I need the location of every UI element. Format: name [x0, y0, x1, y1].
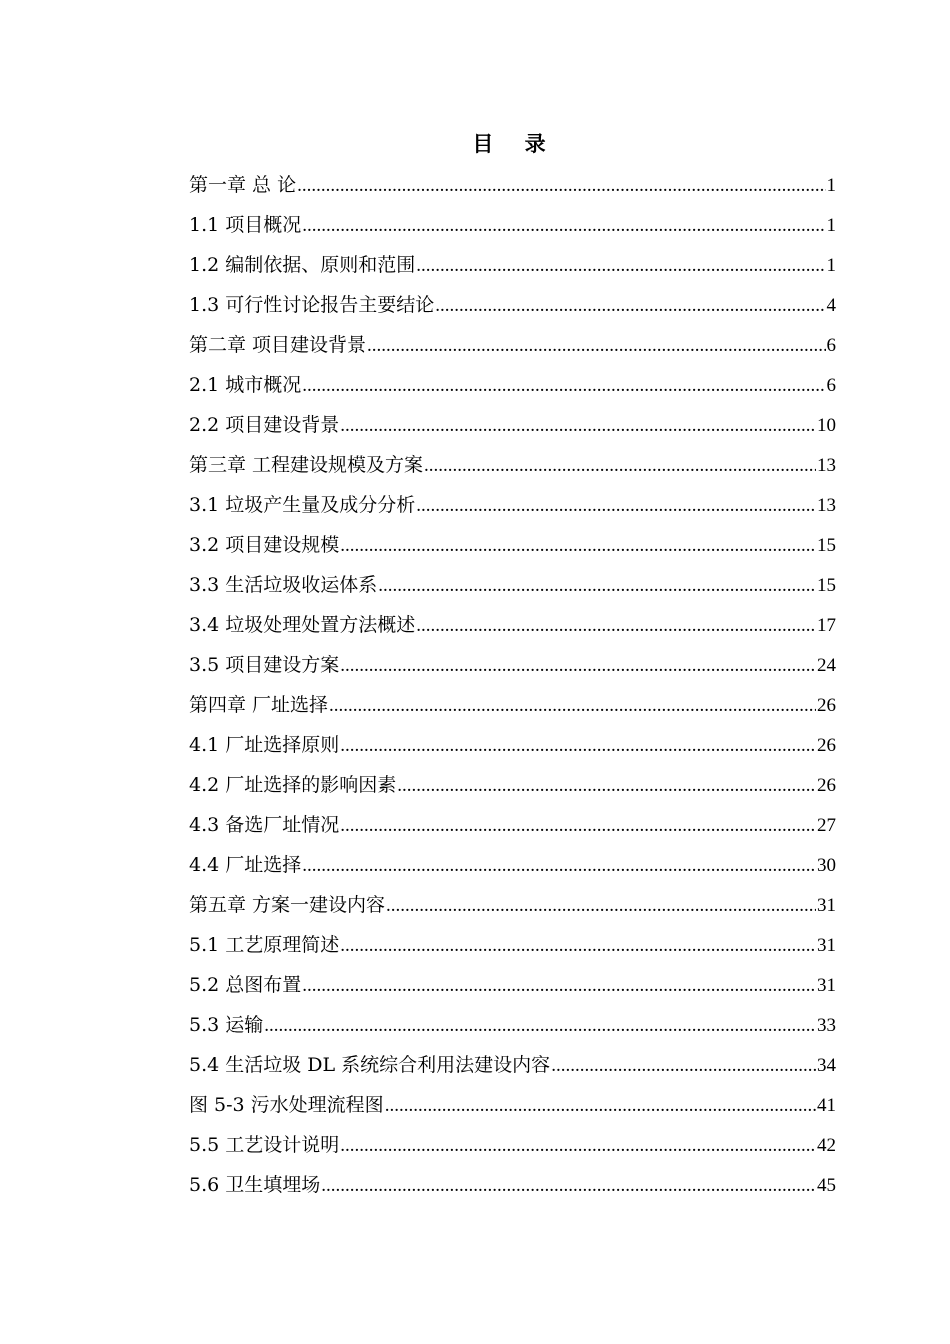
toc-dot-leader — [367, 326, 825, 366]
toc-dot-leader — [264, 1006, 816, 1046]
toc-entry-page-number: 17 — [817, 615, 836, 636]
toc-dot-leader — [416, 486, 816, 526]
toc-entry-label: 1.1 项目概况 — [189, 214, 302, 236]
toc-entry[interactable] — [189, 685, 836, 725]
toc-entry[interactable] — [189, 1085, 836, 1125]
toc-entry-page-number: 26 — [817, 695, 836, 716]
toc-entry[interactable] — [189, 845, 836, 885]
toc-entry-label: 第三章 工程建设规模及方案 — [189, 454, 424, 476]
toc-dot-leader — [340, 806, 816, 846]
toc-entry[interactable] — [189, 925, 836, 965]
toc-entry-label: 3.2 项目建设规模 — [189, 534, 340, 556]
toc-entry-page-number: 13 — [817, 495, 836, 516]
toc-entry-label: 3.1 垃圾产生量及成分分析 — [189, 494, 416, 516]
toc-entry-label: 3.3 生活垃圾收运体系 — [189, 574, 378, 596]
toc-entry[interactable] — [189, 725, 836, 765]
toc-dot-leader — [302, 846, 816, 886]
toc-entry-page-number: 24 — [817, 655, 836, 676]
toc-entry-page-number: 1 — [826, 255, 836, 276]
toc-entry-page-number: 26 — [817, 735, 836, 756]
toc-entry-label: 第四章 厂址选择 — [189, 694, 329, 716]
toc-entry-page-number: 1 — [826, 175, 836, 196]
toc-dot-leader — [340, 926, 816, 966]
toc-entry-label: 图 5-3 污水处理流程图 — [189, 1094, 384, 1116]
toc-entry[interactable] — [189, 285, 836, 325]
toc-entry-page-number: 31 — [817, 935, 836, 956]
toc-entry-page-number: 6 — [826, 375, 836, 396]
toc-entry-page-number: 1 — [826, 215, 836, 236]
toc-entry[interactable] — [189, 1005, 836, 1045]
toc-entry-page-number: 13 — [817, 455, 836, 476]
toc-entry[interactable] — [189, 1165, 836, 1205]
toc-dot-leader — [340, 646, 816, 686]
toc-entry[interactable] — [189, 205, 836, 245]
toc-dot-leader — [302, 966, 816, 1006]
toc-entry-label: 5.2 总图布置 — [189, 974, 302, 996]
toc-entry-page-number: 27 — [817, 815, 836, 836]
toc-entry-page-number: 10 — [817, 415, 836, 436]
toc-entry-page-number: 34 — [817, 1055, 836, 1076]
toc-entry-page-number: 45 — [817, 1175, 836, 1196]
toc-list — [189, 165, 836, 1205]
toc-entry[interactable] — [189, 325, 836, 365]
toc-entry-label: 4.4 厂址选择 — [189, 854, 302, 876]
toc-dot-leader — [424, 446, 816, 486]
toc-entry-page-number: 31 — [817, 975, 836, 996]
toc-entry-page-number: 30 — [817, 855, 836, 876]
toc-entry-label: 5.4 生活垃圾 DL 系统综合利用法建设内容 — [189, 1054, 551, 1076]
toc-dot-leader — [340, 726, 816, 766]
toc-entry-label: 4.3 备选厂址情况 — [189, 814, 340, 836]
toc-dot-leader — [386, 886, 816, 926]
toc-dot-leader — [340, 406, 816, 446]
toc-entry-label: 1.2 编制依据、原则和范围 — [189, 254, 416, 276]
toc-entry[interactable] — [189, 405, 836, 445]
toc-dot-leader — [435, 286, 825, 326]
toc-entry-label: 3.5 项目建设方案 — [189, 654, 340, 676]
toc-entry[interactable] — [189, 765, 836, 805]
toc-dot-leader — [385, 1086, 816, 1126]
toc-entry-page-number: 15 — [817, 575, 836, 596]
toc-entry[interactable] — [189, 485, 836, 525]
toc-entry-label: 4.1 厂址选择原则 — [189, 734, 340, 756]
toc-dot-leader — [416, 606, 816, 646]
toc-entry-page-number: 33 — [817, 1015, 836, 1036]
toc-entry-label: 第五章 方案一建设内容 — [189, 894, 386, 916]
toc-entry-label: 5.6 卫生填埋场 — [189, 1174, 321, 1196]
toc-dot-leader — [302, 366, 825, 406]
toc-entry[interactable] — [189, 805, 836, 845]
toc-entry-label: 5.1 工艺原理简述 — [189, 934, 340, 956]
toc-entry-label: 5.3 运输 — [189, 1014, 264, 1036]
toc-entry[interactable] — [189, 245, 836, 285]
toc-entry-page-number: 42 — [817, 1135, 836, 1156]
toc-entry[interactable] — [189, 525, 836, 565]
toc-entry-label: 第二章 项目建设背景 — [189, 334, 367, 356]
toc-entry[interactable] — [189, 645, 836, 685]
toc-entry-label: 3.4 垃圾处理处置方法概述 — [189, 614, 416, 636]
toc-dot-leader — [302, 206, 825, 246]
toc-entry-page-number: 41 — [817, 1095, 836, 1116]
toc-entry[interactable] — [189, 165, 836, 205]
toc-entry-label: 4.2 厂址选择的影响因素 — [189, 774, 397, 796]
toc-entry[interactable] — [189, 965, 836, 1005]
toc-entry[interactable] — [189, 365, 836, 405]
toc-entry[interactable] — [189, 1045, 836, 1085]
toc-dot-leader — [297, 166, 825, 206]
toc-dot-leader — [321, 1166, 816, 1206]
toc-entry-label: 1.3 可行性讨论报告主要结论 — [189, 294, 435, 316]
toc-dot-leader — [340, 1126, 816, 1166]
toc-dot-leader — [397, 766, 816, 806]
toc-entry[interactable] — [189, 1125, 836, 1165]
toc-entry-page-number: 4 — [826, 295, 836, 316]
toc-entry-label: 2.1 城市概况 — [189, 374, 302, 396]
toc-dot-leader — [329, 686, 816, 726]
toc-entry-label: 2.2 项目建设背景 — [189, 414, 340, 436]
toc-dot-leader — [378, 566, 816, 606]
toc-entry-page-number: 26 — [817, 775, 836, 796]
toc-entry[interactable] — [189, 565, 836, 605]
toc-entry-page-number: 6 — [826, 335, 836, 356]
toc-entry[interactable] — [189, 605, 836, 645]
toc-entry[interactable] — [189, 885, 836, 925]
toc-entry-label: 5.5 工艺设计说明 — [189, 1134, 340, 1156]
toc-dot-leader — [340, 526, 816, 566]
toc-entry-label: 第一章 总 论 — [189, 174, 297, 196]
toc-entry[interactable] — [189, 445, 836, 485]
toc-dot-leader — [416, 246, 825, 286]
toc-entry-page-number: 31 — [817, 895, 836, 916]
toc-dot-leader — [551, 1046, 816, 1086]
toc-title: 目 录 — [472, 131, 558, 156]
toc-entry-page-number: 15 — [817, 535, 836, 556]
